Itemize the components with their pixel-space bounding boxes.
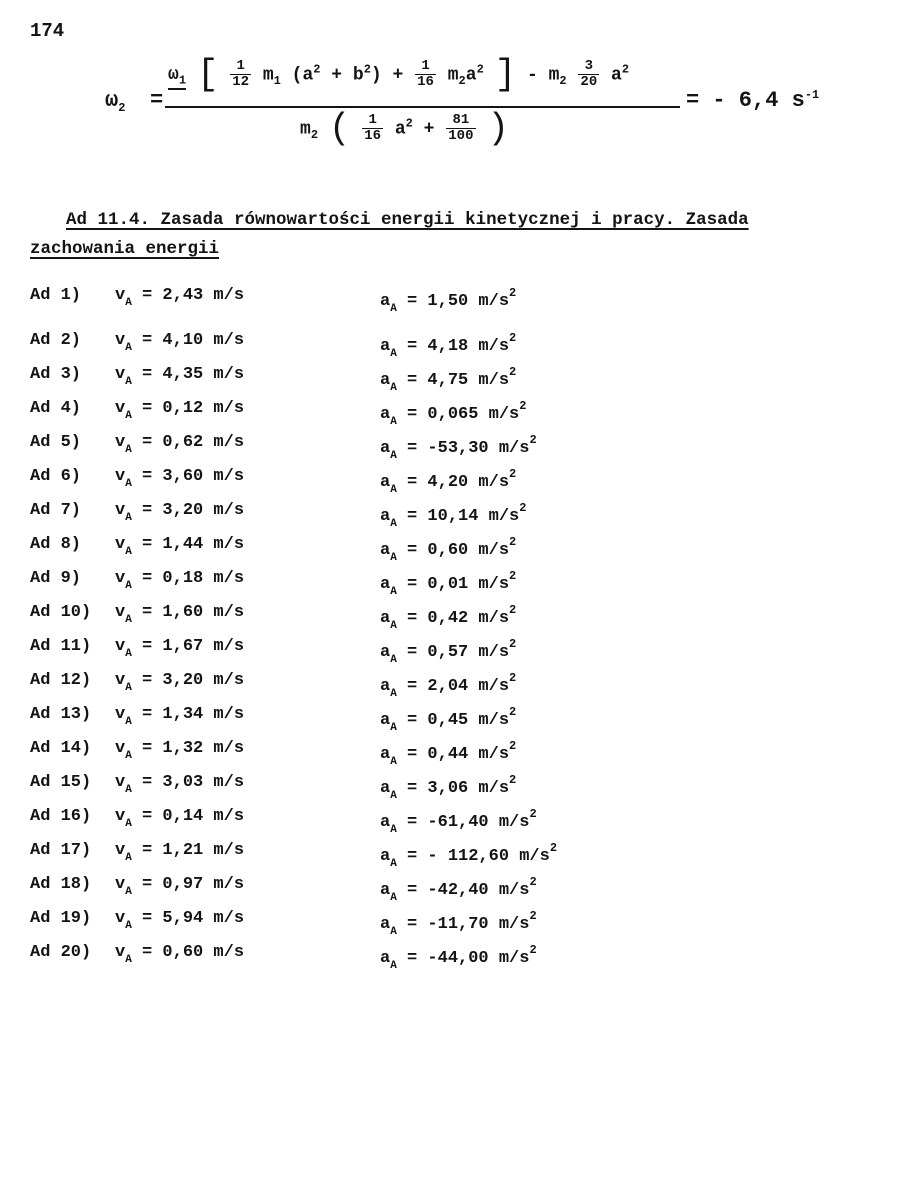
acceleration-value: $a_A = 0,44$ $m/s^2$ — [380, 739, 517, 768]
velocity-value: $v_A = 3,03$ m/s — [115, 773, 245, 796]
answer-label: Ad 15) — [30, 773, 92, 792]
formula-equals: = — [150, 88, 164, 113]
acceleration-value: $a_A = 0,45$ $m/s^2$ — [380, 705, 517, 734]
answer-label: Ad 20) — [30, 943, 92, 962]
answer-label: Ad 5) — [30, 433, 82, 452]
acceleration-value: $a_A = 4,75$ $m/s^2$ — [380, 365, 517, 394]
velocity-value: $v_A = 4,35$ m/s — [115, 365, 245, 388]
acceleration-value: $a_A$ = - 112,60 $m/s^2$ — [380, 841, 558, 870]
acceleration-value: $a_A = 0,42$ $m/s^2$ — [380, 603, 517, 632]
acceleration-value: $a_A = -42,40$ $m/s^2$ — [380, 875, 537, 904]
heading-line-1: Ad 11.4. Zasada równowartości energii kinetycznej i pracy. Zasada — [66, 210, 749, 230]
answer-label: Ad 10) — [30, 603, 92, 622]
velocity-value: $v_A = 0,60$ m/s — [115, 943, 245, 966]
section-heading — [30, 206, 870, 264]
answer-label: Ad 2) — [30, 331, 82, 350]
velocity-value: $v_A = 1,32$ m/s — [115, 739, 245, 762]
answer-label: Ad 8) — [30, 535, 82, 554]
acceleration-value: $a_A = -53,30$ $m/s^2$ — [380, 433, 537, 462]
heading-line-2: zachowania energii — [30, 239, 220, 259]
answer-label: Ad 12) — [30, 671, 92, 690]
answer-label: Ad 11) — [30, 637, 92, 656]
acceleration-value: $a_A = 0,01$ $m/s^2$ — [380, 569, 517, 598]
velocity-value: $v_A = 2,43$ m/s — [115, 286, 245, 309]
velocity-value: $v_A = 5,94$ m/s — [115, 909, 245, 932]
velocity-value: $v_A = 1,67$ m/s — [115, 637, 245, 660]
acceleration-value: $a_A = 4,18$ $m/s^2$ — [380, 331, 517, 360]
answer-label: Ad 3) — [30, 365, 82, 384]
acceleration-value: $a_A = -44,00$ $m/s^2$ — [380, 943, 537, 972]
velocity-value: $v_A = 0,14$ m/s — [115, 807, 245, 830]
answer-label: Ad 17) — [30, 841, 92, 860]
acceleration-value: $a_A = 2,04$ $m/s^2$ — [380, 671, 517, 700]
acceleration-value: $a_A = 10,14$ $m/s^2$ — [380, 501, 527, 530]
velocity-value: $v_A = 0,62$ m/s — [115, 433, 245, 456]
velocity-value: $v_A = 1,60$ m/s — [115, 603, 245, 626]
answer-label: Ad 4) — [30, 399, 82, 418]
velocity-value: $v_A = 0,18$ m/s — [115, 569, 245, 592]
velocity-value: $v_A = 3,60$ m/s — [115, 467, 245, 490]
answer-label: Ad 19) — [30, 909, 92, 928]
formula-lhs: $\omega_2$ — [105, 88, 126, 115]
velocity-value: $v_A = 0,97$ m/s — [115, 875, 245, 898]
answer-label: Ad 9) — [30, 569, 82, 588]
answer-label: Ad 13) — [30, 705, 92, 724]
omega-formula — [0, 48, 900, 168]
acceleration-value: $a_A = 3,06$ $m/s^2$ — [380, 773, 517, 802]
velocity-value: $v_A = 3,20$ m/s — [115, 501, 245, 524]
velocity-value: $v_A = 1,44$ m/s — [115, 535, 245, 558]
answer-label: Ad 16) — [30, 807, 92, 826]
answer-label: Ad 14) — [30, 739, 92, 758]
acceleration-value: $a_A = 0,60$ $m/s^2$ — [380, 535, 517, 564]
acceleration-value: $a_A = 0,57$ $m/s^2$ — [380, 637, 517, 666]
answer-label: Ad 6) — [30, 467, 82, 486]
velocity-value: $v_A = 4,10$ m/s — [115, 331, 245, 354]
acceleration-value: $a_A = 1,50$ $m/s^2$ — [380, 286, 517, 315]
answer-label: Ad 7) — [30, 501, 82, 520]
acceleration-value: $a_A = -11,70$ $m/s^2$ — [380, 909, 537, 938]
acceleration-value: $a_A = -61,40$ $m/s^2$ — [380, 807, 537, 836]
velocity-value: $v_A = 3,20$ m/s — [115, 671, 245, 694]
page-number: 174 — [30, 20, 65, 42]
formula-result: = - 6,4 $s^{-1}$ — [686, 88, 820, 113]
formula-numerator: $\omega_1$ [ $\frac{1}{12}$ $m_1$ $(a^2 + b^2)$ + $\frac{1}{16}$ $m_2a^2$ ] - $m_2$ $\frac{3}{20}$ $a^2$ — [168, 54, 630, 95]
velocity-value: $v_A = 1,34$ m/s — [115, 705, 245, 728]
formula-denominator: $m_2$ ( $\frac{1}{16}$ $a^2$ + $\frac{81}{100}$ ) — [300, 108, 509, 149]
velocity-value: $v_A = 0,12$ m/s — [115, 399, 245, 422]
answer-label: Ad 1) — [30, 286, 82, 305]
answer-label: Ad 18) — [30, 875, 92, 894]
acceleration-value: $a_A = 4,20$ $m/s^2$ — [380, 467, 517, 496]
velocity-value: $v_A = 1,21$ m/s — [115, 841, 245, 864]
acceleration-value: $a_A = 0,065$ $m/s^2$ — [380, 399, 527, 428]
